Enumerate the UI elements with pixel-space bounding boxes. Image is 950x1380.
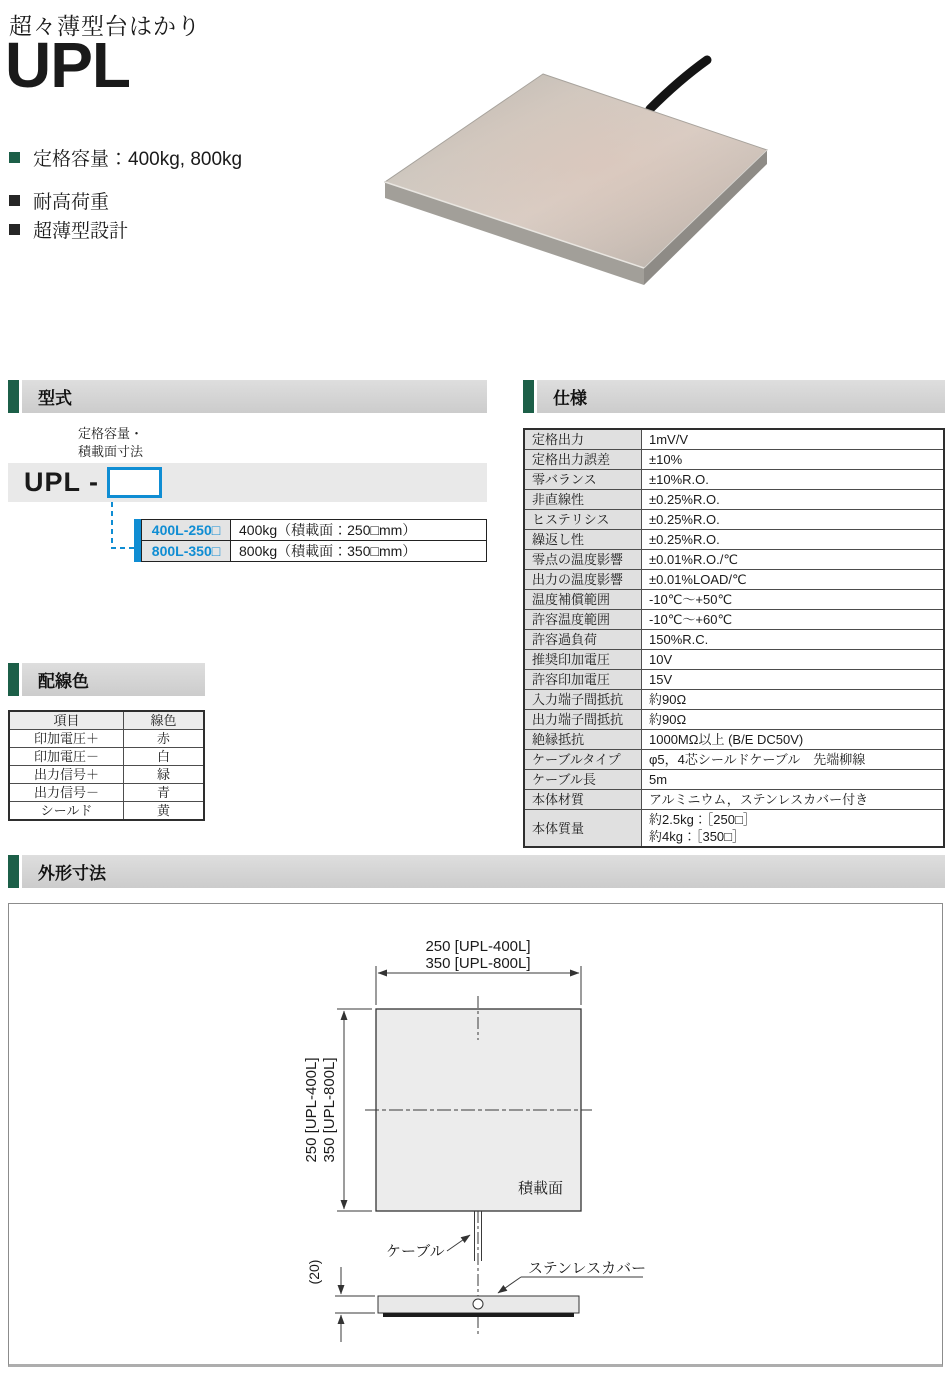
spec-value-line: ±10%R.O.: [649, 472, 709, 487]
wiring-row: [9, 748, 204, 766]
spec-value-line: 約2.5kg：［250□］: [649, 812, 756, 827]
specs-table: [523, 428, 945, 848]
spec-row: [524, 730, 944, 750]
wiring-color: 赤: [124, 730, 205, 748]
spec-label: 零点の温度影響: [524, 550, 642, 570]
spec-label: ケーブル長: [524, 770, 642, 790]
model-note-line: 積載面寸法: [78, 444, 144, 459]
model-desc: 400kg（積載面：250□mm）: [231, 520, 487, 541]
wiring-item: 出力信号＋: [9, 766, 124, 784]
top-dim-label: 250 [UPL-400L]: [425, 938, 531, 955]
spec-value: [642, 710, 945, 730]
section-accent-bar: [8, 855, 19, 888]
section-header-wiring: [8, 663, 205, 696]
wiring-item: 出力信号－: [9, 784, 124, 802]
left-dim-label: 250 [UPL-400L]: [303, 1057, 320, 1163]
spec-label: 定格出力誤差: [524, 450, 642, 470]
feature-label: 定格容量：400kg, 800kg: [33, 149, 243, 170]
spec-value: [642, 810, 945, 848]
wiring-item: 印加電圧＋: [9, 730, 124, 748]
wiring-color: 黄: [124, 802, 205, 821]
spec-label: 本体材質: [524, 790, 642, 810]
product-category: 超々薄型台はかり: [9, 13, 201, 39]
section-title: 外形寸法: [38, 864, 106, 883]
wiring-item: シールド: [9, 802, 124, 821]
spec-value-line: 150%R.C.: [649, 632, 709, 647]
spec-row: [524, 450, 944, 470]
section-accent-bar: [523, 380, 534, 413]
model-code: 400L-250□: [142, 520, 231, 541]
section-header-specs: [523, 380, 945, 413]
spec-label: 許容印加電圧: [524, 670, 642, 690]
spec-label: 出力端子間抵抗: [524, 710, 642, 730]
spec-value: [642, 570, 945, 590]
model-code-box: [107, 467, 162, 498]
spec-row: [524, 750, 944, 770]
spec-value-line: 約90Ω: [649, 712, 687, 727]
left-dim-label: 350 [UPL-800L]: [321, 1057, 338, 1163]
section-band: [537, 380, 945, 413]
spec-value-line: ±0.25%R.O.: [649, 492, 720, 507]
bullet-square-icon: [9, 152, 20, 163]
model-row: [142, 520, 487, 541]
feature-item: [9, 144, 242, 171]
wiring-table: [8, 710, 205, 821]
spec-value-line: ±0.25%R.O.: [649, 512, 720, 527]
spec-value: [642, 490, 945, 510]
spec-value-line: 約4kg：［350□］: [649, 829, 746, 844]
wiring-row: [9, 784, 204, 802]
spec-label: 非直線性: [524, 490, 642, 510]
spec-row: [524, 770, 944, 790]
wiring-row: [9, 802, 204, 821]
spec-row: [524, 670, 944, 690]
spec-value: [642, 510, 945, 530]
wiring-header-row: [9, 711, 204, 730]
wiring-table-body: [9, 730, 204, 821]
model-code: 800L-350□: [142, 541, 231, 562]
spec-value: [642, 610, 945, 630]
section-band: [22, 855, 945, 888]
feature-label: 耐高荷重: [33, 192, 110, 213]
model-row: [142, 541, 487, 562]
section-band: [22, 380, 487, 413]
model-desc: 800kg（積載面：350□mm）: [231, 541, 487, 562]
spec-label: 許容温度範囲: [524, 610, 642, 630]
spec-row: [524, 530, 944, 550]
spec-value-line: 15V: [649, 672, 673, 687]
spec-label: 本体質量: [524, 810, 642, 848]
spec-value: [642, 690, 945, 710]
model-prefix: UPL -: [24, 467, 100, 497]
spec-row: [524, 810, 944, 848]
model-note-line: 定格容量・: [78, 426, 144, 441]
side-view-base-strip: [383, 1313, 574, 1317]
model-code-band: [8, 463, 487, 502]
spec-label: 出力の温度影響: [524, 570, 642, 590]
spec-label: 許容過負荷: [524, 630, 642, 650]
wiring-row: [9, 766, 204, 784]
spec-label: ケーブルタイプ: [524, 750, 642, 770]
spec-label: 繰返し性: [524, 530, 642, 550]
dimensions-drawing-frame: [8, 903, 943, 1367]
top-dim-label: 350 [UPL-800L]: [425, 955, 531, 972]
spec-value: [642, 590, 945, 610]
specs-table-body: [524, 429, 944, 847]
spec-value: [642, 630, 945, 650]
spec-value: [642, 790, 945, 810]
model-code-note: [78, 425, 143, 461]
spec-value-line: -10℃～+50℃: [649, 592, 733, 607]
spec-row: [524, 690, 944, 710]
spec-value: [642, 670, 945, 690]
spec-label: ヒステリシス: [524, 510, 642, 530]
product-photo-image: [355, 52, 795, 320]
wiring-header-color: 線色: [124, 711, 205, 730]
wiring-row: [9, 730, 204, 748]
spec-row: [524, 470, 944, 490]
model-table: [134, 519, 487, 562]
feature-item: [9, 187, 109, 214]
wiring-header-item: 項目: [9, 711, 124, 730]
spec-value-line: 1mV/V: [649, 432, 689, 447]
spec-label: 温度補償範囲: [524, 590, 642, 610]
section-accent-bar: [8, 663, 19, 696]
section-band: [22, 663, 205, 696]
product-photo: [355, 52, 795, 320]
spec-value: [642, 470, 945, 490]
spec-value-line: 10V: [649, 652, 673, 667]
spec-value: [642, 750, 945, 770]
spec-value: [642, 550, 945, 570]
spec-row: [524, 570, 944, 590]
bullet-square-icon: [9, 224, 20, 235]
wiring-color: 青: [124, 784, 205, 802]
spec-label: 絶縁抵抗: [524, 730, 642, 750]
spec-row: [524, 710, 944, 730]
spec-value-line: 約90Ω: [649, 692, 687, 707]
spec-value-line: 1000MΩ以上 (B/E DC50V): [649, 732, 804, 747]
spec-value: [642, 530, 945, 550]
model-table-accent-bar: [134, 519, 141, 562]
spec-label: 入力端子間抵抗: [524, 690, 642, 710]
spec-value-line: ±0.01%LOAD/℃: [649, 572, 747, 587]
wiring-color: 白: [124, 748, 205, 766]
spec-value-line: φ5，4芯シールドケーブル 先端柳線: [649, 752, 866, 767]
plate-reflection: [385, 74, 767, 268]
section-accent-bar: [8, 380, 19, 413]
section-title: 仕様: [553, 389, 587, 408]
bullet-square-icon: [9, 195, 20, 206]
spec-value: [642, 429, 945, 450]
spec-value-line: -10℃～+60℃: [649, 612, 733, 627]
spec-row: [524, 550, 944, 570]
spec-row: [524, 590, 944, 610]
spec-row: [524, 650, 944, 670]
product-name: UPL: [5, 29, 130, 101]
spec-label: 定格出力: [524, 429, 642, 450]
feature-item: [9, 216, 128, 243]
spec-row: [524, 429, 944, 450]
spec-row: [524, 630, 944, 650]
spec-row: [524, 510, 944, 530]
cable-photo: [650, 60, 707, 109]
spec-row: [524, 790, 944, 810]
section-title: 配線色: [38, 672, 89, 691]
spec-value: [642, 770, 945, 790]
spec-value-line: ±0.01%R.O./℃: [649, 552, 738, 567]
cable-gland: [473, 1299, 483, 1309]
feature-label: 超薄型設計: [33, 221, 129, 242]
spec-row: [524, 610, 944, 630]
wiring-item: 印加電圧－: [9, 748, 124, 766]
section-header-model: [8, 380, 487, 413]
spec-value-line: ±10%: [649, 452, 683, 467]
surface-label: 積載面: [518, 1180, 564, 1197]
spec-value: [642, 730, 945, 750]
cover-label: ステンレスカバー: [528, 1260, 647, 1277]
spec-value-line: アルミニウム，ステンレスカバー付き: [649, 792, 869, 807]
spec-value: [642, 450, 945, 470]
cable-label: ケーブル: [386, 1243, 445, 1260]
spec-value-line: ±0.25%R.O.: [649, 532, 720, 547]
spec-value-line: 5m: [649, 772, 668, 787]
section-title: 型式: [38, 389, 72, 408]
section-header-dimensions: [8, 855, 945, 888]
spec-label: 零バランス: [524, 470, 642, 490]
cable-leader-arrow: [447, 1235, 470, 1251]
height-dim-label: (20): [306, 1259, 322, 1285]
wiring-color: 緑: [124, 766, 205, 784]
dimensions-drawing: [9, 904, 942, 1361]
spec-label: 推奨印加電圧: [524, 650, 642, 670]
spec-row: [524, 490, 944, 510]
cover-leader-arrow: [498, 1277, 521, 1293]
spec-value: [642, 650, 945, 670]
